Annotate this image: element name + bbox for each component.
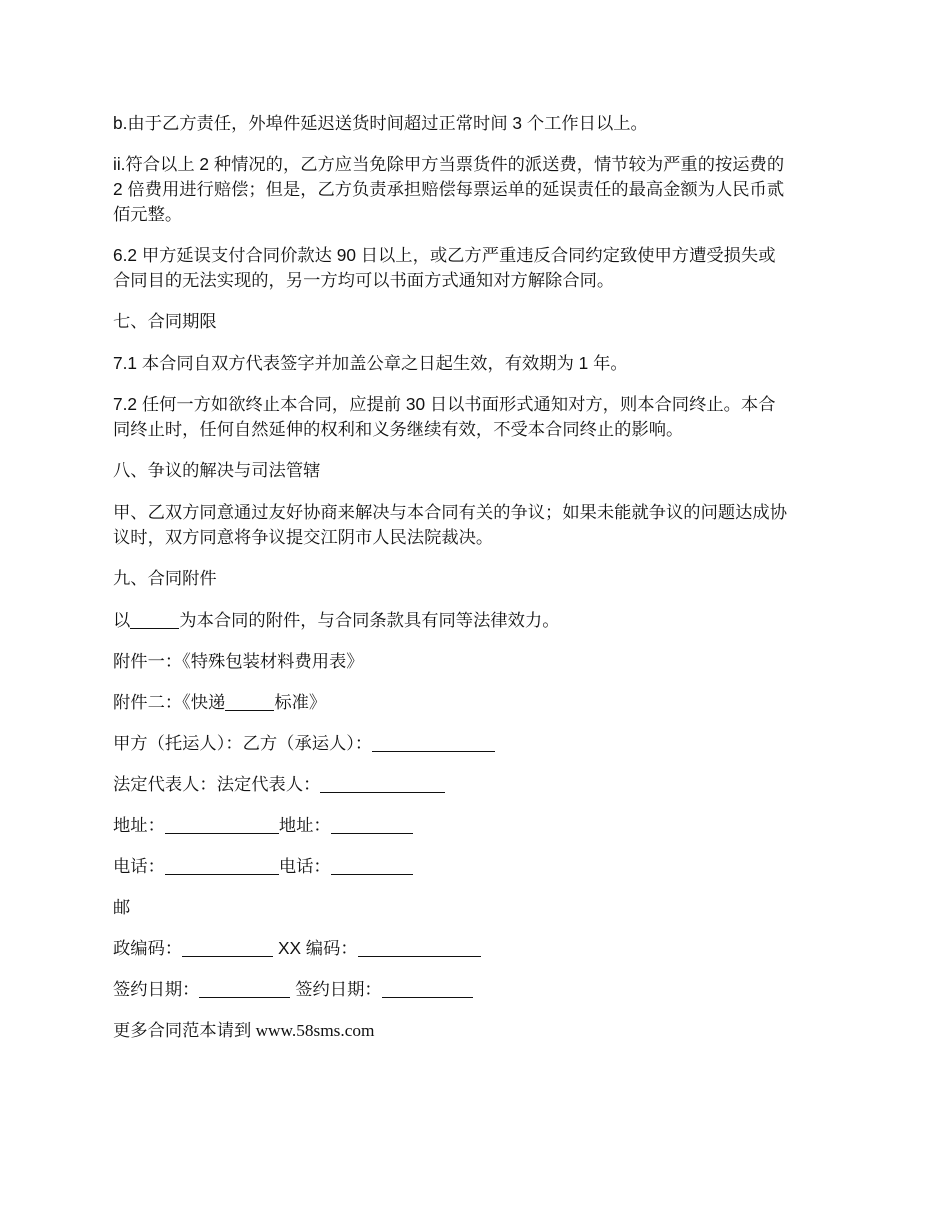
- section-heading-7: [113, 309, 838, 334]
- annex-one: [113, 649, 838, 674]
- text-fragment: 标准》: [274, 692, 327, 712]
- address-row: [113, 813, 838, 838]
- text-fragment: 甲方（托运人）：乙方（承运人）：: [113, 733, 373, 753]
- text-line: 合同目的无法实现的，另一方均可以书面方式通知对方解除合同。: [113, 270, 615, 290]
- text-fragment: 电话：: [278, 856, 331, 876]
- text-fragment: 地址：: [278, 815, 331, 835]
- text-fragment: 政编码：: [113, 938, 183, 958]
- fill-in-blank[interactable]: [130, 610, 179, 629]
- fill-in-blank[interactable]: [331, 815, 413, 834]
- text-line: 6.2 甲方延误支付合同价款达 90 日以上，或乙方严重违反合同约定致使甲方遭受损失或: [113, 245, 776, 265]
- legal-rep-row: [113, 772, 838, 797]
- text-fragment: 附件二：《快递: [113, 692, 226, 712]
- heading-text: 七、合同期限: [113, 311, 217, 331]
- footer-text: 更多合同范本请到 www.58sms.com: [113, 1021, 375, 1040]
- fill-in-blank[interactable]: [382, 979, 473, 998]
- fill-in-blank[interactable]: [358, 938, 481, 957]
- dispute-paragraph: [113, 500, 838, 550]
- text-fragment: 法定代表人：法定代表人：: [113, 774, 321, 794]
- fill-in-blank[interactable]: [320, 774, 445, 793]
- text-fragment: XX 编码：: [273, 938, 358, 958]
- fill-in-blank[interactable]: [182, 938, 273, 957]
- text-line: b.由于乙方责任，外埠件延迟送货时间超过正常时间 3 个工作日以上。: [113, 113, 648, 133]
- document-body: [113, 111, 838, 1059]
- text-line: 甲、乙双方同意通过友好协商来解决与本合同有关的争议；如果未能就争议的问题达成协: [113, 502, 787, 522]
- text-line: ii.符合以上 2 种情况的，乙方应当免除甲方当票货件的派送费，情节较为严重的按运费的: [113, 154, 785, 174]
- text-fragment: 为本合同的附件，与合同条款具有同等法律效力。: [179, 610, 560, 630]
- text-fragment: 签约日期：: [290, 979, 382, 999]
- annex-two: [113, 690, 838, 715]
- clause-6-2-paragraph: [113, 243, 838, 293]
- section-heading-9: [113, 566, 838, 591]
- clause-ii-paragraph: [113, 152, 838, 227]
- text-line: 2 倍费用进行赔偿；但是，乙方负责承担赔偿每票运单的延误责任的最高金额为人民币贰: [113, 179, 785, 199]
- fill-in-blank[interactable]: [165, 815, 279, 834]
- text-fragment: 附件一：《特殊包装材料费用表》: [113, 651, 364, 671]
- phone-row: [113, 854, 838, 879]
- post-char-line: [113, 895, 838, 920]
- heading-text: 九、合同附件: [113, 568, 217, 588]
- text-fragment: 以: [113, 610, 131, 630]
- text-fragment: 邮: [113, 897, 131, 917]
- text-line: 7.1 本合同自双方代表签字并加盖公章之日起生效，有效期为 1 年。: [113, 353, 628, 373]
- text-line: 7.2 任何一方如欲终止本合同，应提前 30 日以书面形式通知对方，则本合同终止。本合: [113, 394, 776, 414]
- fill-in-blank[interactable]: [331, 856, 413, 875]
- sign-date-row: [113, 977, 838, 1002]
- footer-note: [113, 1018, 838, 1043]
- clause-b-paragraph: [113, 111, 838, 136]
- clause-7-1-paragraph: [113, 351, 838, 376]
- text-line: 议时，双方同意将争议提交江阴市人民法院裁决。: [113, 527, 494, 547]
- clause-7-2-paragraph: [113, 392, 838, 442]
- postcode-row: [113, 936, 838, 961]
- text-line: 同终止时，任何自然延伸的权利和义务继续有效，不受本合同终止的影响。: [113, 419, 684, 439]
- fill-in-blank[interactable]: [372, 733, 495, 752]
- text-line: 佰元整。: [113, 204, 183, 224]
- annex-intro-paragraph: [113, 608, 838, 633]
- party-signature-row: [113, 731, 838, 756]
- section-heading-8: [113, 458, 838, 483]
- fill-in-blank[interactable]: [225, 692, 274, 711]
- heading-text: 八、争议的解决与司法管辖: [113, 460, 321, 480]
- fill-in-blank[interactable]: [165, 856, 279, 875]
- text-fragment: 签约日期：: [113, 979, 200, 999]
- text-fragment: 电话：: [113, 856, 165, 876]
- fill-in-blank[interactable]: [199, 979, 290, 998]
- text-fragment: 地址：: [113, 815, 165, 835]
